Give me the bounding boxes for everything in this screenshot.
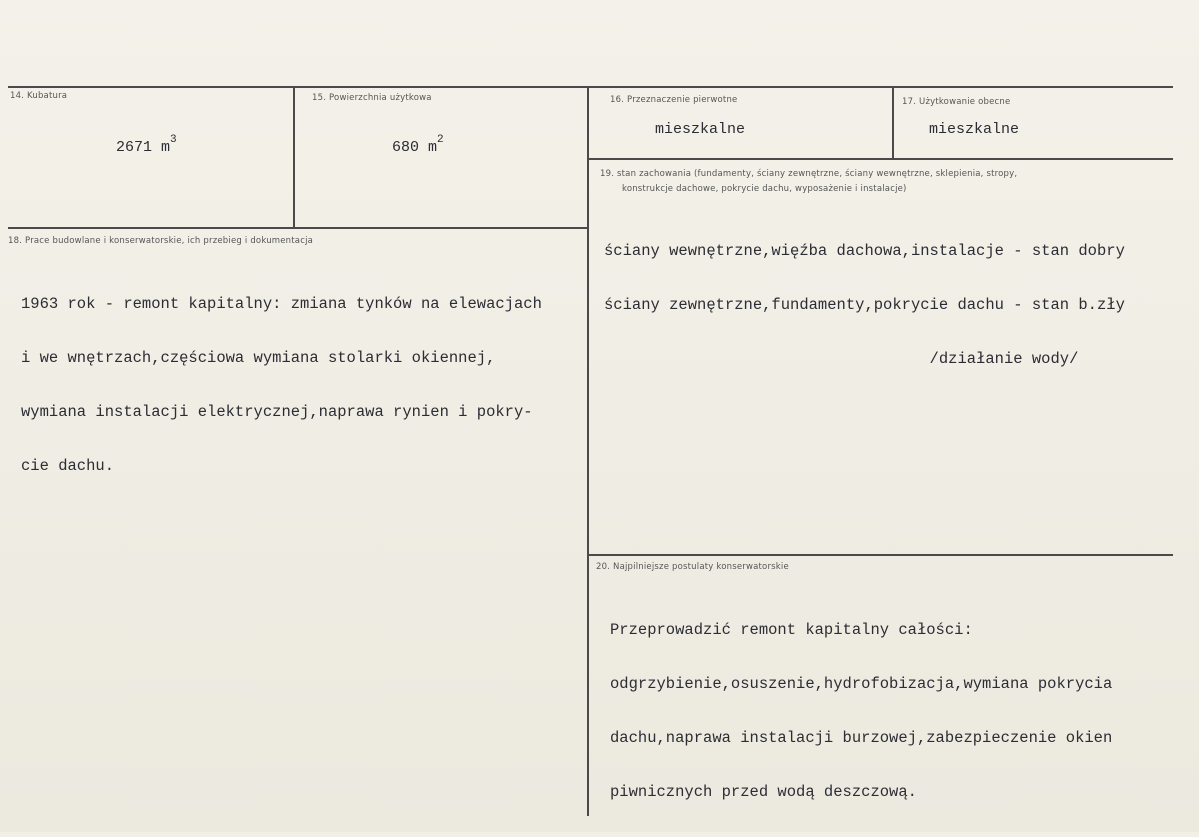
field-19-text: [604, 206, 1125, 404]
top-rule: [8, 86, 1173, 88]
field-15-value: [392, 134, 444, 157]
field-20-line: piwnicznych przed wodą deszczową.: [610, 783, 917, 801]
field-18-line: i we wnętrzach,częściowa wymiana stolarki okiennej,: [21, 349, 496, 367]
field-19-line: /działanie wody/: [604, 350, 1079, 368]
field-17-value: mieszkalne: [929, 121, 1020, 138]
rule-19-bottom: [589, 554, 1173, 556]
field-20-line: Przeprowadzić remont kapitalny całości:: [610, 621, 973, 639]
field-15-number: 680 m: [392, 139, 438, 156]
field-14-value: [116, 134, 177, 157]
field-18-line: 1963 rok - remont kapitalny: zmiana tynków na elewacjach: [21, 295, 542, 313]
field-20-line: odgrzybienie,osuszenie,hydrofobizacja,wymiana pokrycia: [610, 675, 1113, 693]
field-19-label-line2: konstrukcje dachowe, pokrycie dachu, wyposażenie i instalacje): [622, 184, 907, 194]
field-16-value: mieszkalne: [655, 121, 746, 138]
divider-14-15: [293, 88, 295, 228]
divider-left-right: [587, 88, 589, 816]
field-19-line: ściany wewnętrzne,więźba dachowa,instalacje - stan dobry: [604, 242, 1125, 260]
field-14-unit-exp: 3: [170, 134, 177, 146]
field-20-text: [610, 585, 1112, 837]
field-16-label: 16. Przeznaczenie pierwotne: [610, 95, 738, 105]
divider-16-17: [892, 88, 894, 160]
field-14-number: 2671 m: [116, 139, 171, 156]
field-19-line: ściany zewnętrzne,fundamenty,pokrycie dachu - stan b.zły: [604, 296, 1125, 314]
field-19-label-line1: 19. stan zachowania (fundamenty, ściany zewnętrzne, ściany wewnętrzne, sklepienia, stropy,: [600, 169, 1018, 179]
field-20-line: dachu,naprawa instalacji burzowej,zabezpieczenie okien: [610, 729, 1113, 747]
rule-14-15-bottom: [8, 227, 588, 229]
field-18-label: 18. Prace budowlane i konserwatorskie, ich przebieg i dokumentacja: [8, 236, 314, 246]
field-20-label: 20. Najpilniejsze postulaty konserwatorskie: [596, 562, 789, 572]
field-15-unit-exp: 2: [437, 134, 444, 146]
field-18-line: wymiana instalacji elektrycznej,naprawa rynien i pokry-: [21, 403, 533, 421]
field-18-line: cie dachu.: [21, 457, 115, 475]
field-15-label: 15. Powierzchnia użytkowa: [312, 93, 432, 103]
field-18-text: [21, 259, 542, 511]
rule-16-17-bottom: [589, 158, 1173, 160]
field-17-label: 17. Użytkowanie obecne: [902, 97, 1011, 107]
field-14-label: 14. Kubatura: [10, 91, 68, 101]
